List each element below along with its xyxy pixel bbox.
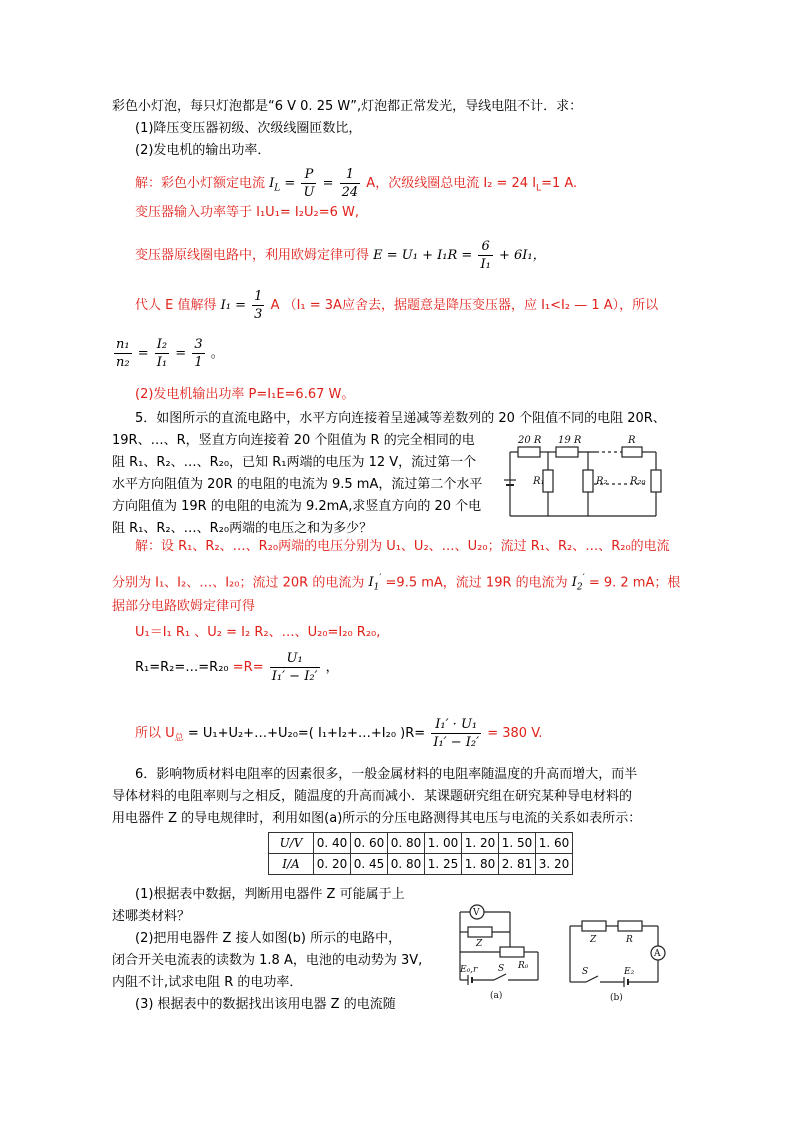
label-r: R (628, 435, 636, 446)
fraction-1-over-3: $\frac{1}{3}$ (254, 289, 263, 322)
table-cell: 1. 80 (462, 854, 499, 875)
label-z-b: Z (590, 935, 597, 945)
fraction-3-1: $\frac{3}{1}$ (194, 337, 203, 370)
table-cell: 0. 20 (314, 854, 351, 875)
table-cell: 0. 40 (314, 833, 351, 854)
table-cell: 1. 20 (462, 833, 499, 854)
question-6-2c: 内阻不计,试求电阻 R 的电功率． (112, 975, 303, 990)
question-6-2b: 闭合开关电流表的读数为 1.8 A，电池的电动势为 3V, (112, 953, 423, 968)
table-cell: 0. 80 (388, 833, 425, 854)
label-e2: E₂ (624, 967, 635, 977)
label-r0: R₀ (518, 961, 529, 971)
ammeter-label: A (654, 949, 661, 959)
table-cell: 1. 50 (499, 833, 536, 854)
label-s: S (498, 964, 505, 974)
problem-5-line-3: 阻 R₁、R₂、…、R₂₀，已知 R₁两端的电压为 12 V，流过第一个 (112, 455, 477, 470)
label-19r: 19 R (558, 435, 582, 446)
label-e0r: E₀,r (460, 965, 478, 975)
label-r20: R₂₀ (630, 476, 646, 487)
circuit-figure-a (446, 898, 548, 1002)
label-r-b: R (626, 935, 633, 945)
solution-5-line-5: R₁=R₂=…=R₂₀ =R= $\frac{\text{U₁}}{\text{I₁′ − I₂′}}$ ， (135, 651, 339, 684)
solution-5-line-4: U₁＝I₁ R₁ 、U₂ = I₂ R₂、…、U₂₀=I₂₀ R₂₀, (135, 625, 381, 640)
table-cell: 2. 81 (499, 854, 536, 875)
label-s-b: S (582, 967, 589, 977)
solution-line-2: 变压器输入功率等于 I₁U₁= I₂U₂=6 W, (135, 205, 359, 220)
table-cell: 1. 00 (425, 833, 462, 854)
caption-a: (a) (490, 991, 503, 1001)
label-z: Z (476, 939, 483, 949)
table-header-i: I/A (269, 854, 314, 875)
voltmeter-label: V (473, 908, 480, 918)
intro-line: 彩色小灯泡，每只灯泡都是“6 V 0. 25 W”,灯泡都正常发光，导线电阻不计．求： (112, 99, 583, 114)
solution-text: A，次级线圈总电流 I₂ = 24 I (366, 176, 537, 191)
problem-6-line-3: 用电器件 Z 的导电规律时，利用如图(a)所示的分压电路测得其电压与电流的关系如表所示： (112, 811, 642, 826)
question-1: (1)降压变压器初级、次级线圈匝数比， (135, 121, 362, 136)
ladder-circuit-diagram (496, 434, 672, 524)
fraction-1-over-24: $\frac{1}{24}$ (341, 167, 359, 200)
table-cell: 1. 60 (536, 833, 573, 854)
ratio-equation: $\frac{\text{n₁}}{\text{n₂}}$ = $\frac{\text{I₂}}{\text{I₁}}$ = $\frac{3}{1}$ 。 (116, 337, 224, 370)
solution-line-3: 变压器原线圈电路中，利用欧姆定律可得 E = U₁ + I₁R = $\frac{6}{\text{I₁}}$ + 6I₁， (135, 239, 546, 272)
problem-5-line-6: 阻 R₁、R₂、…、R₂₀两端的电压之和为多少？ (112, 521, 373, 536)
problem-5-line-1: 5．如图所示的直流电路中，水平方向连接着呈递减等差数列的 20 个阻值不同的电阻 20R、 (135, 411, 666, 426)
label-20r: 20 R (518, 435, 542, 446)
fraction-6-over-i1: $\frac{6}{\text{I₁}}$ (480, 239, 491, 272)
circuit-figure-b (562, 916, 670, 1002)
problem-5-line-4: 水平方向阻值为 20R 的电阻的电流为 9.5 mA，流过第二个水平 (112, 477, 483, 492)
table-cell: 0. 80 (388, 854, 425, 875)
table-cell: 3. 20 (536, 854, 573, 875)
solution-line-5: (2)发电机输出功率 P=I₁E=6.67 W。 (135, 387, 355, 402)
solution-line-1: 解：彩色小灯额定电流 $I_L$ = $\frac{P}{U}$ = $\frac{1}{24}$ A，次级线圈总电流 I₂ = 24 $I_L=1$ A. (135, 167, 578, 200)
table-cell: 0. 60 (351, 833, 388, 854)
solution-5-line-6: 所以 $U_总$ = U₁+U₂+…+U₂₀=( I₁+I₂+…+I₂₀ )R= $\frac{\text{I₁′ · U₁}}{\text{I₁′ − I₂′}}$ = 380 V. (135, 717, 543, 750)
question-2: (2)发电机的输出功率． (135, 143, 271, 158)
solution-text: 解：彩色小灯额定电流 (135, 176, 266, 191)
fraction-i2-i1: $\frac{\text{I₂}}{\text{I₁}}$ (156, 337, 168, 370)
question-6-3: (3) 根据表中的数据找出该用电器 Z 的电流随 (135, 997, 396, 1012)
table-cell: 0. 45 (351, 854, 388, 875)
question-6-1b: 述哪类材料？ (112, 909, 191, 924)
solution-5-line-3: 据部分电路欧姆定律可得 (112, 599, 256, 614)
table-row (269, 833, 573, 854)
problem-5-line-2: 19R、…、R，竖直方向连接着 20 个阻值为 R 的完全相同的电 (112, 433, 475, 448)
math-symbol: $I_L$ = (269, 176, 296, 194)
table-header-u: U/V (269, 833, 314, 854)
fraction-p-over-u: $\frac{P}{U}$ (303, 167, 315, 200)
question-6-1a: (1)根据表中数据，判断用电器件 Z 可能属于上 (135, 887, 405, 902)
problem-6-line-1: 6．影响物质材料电阻率的因素很多，一般金属材料的电阻率随温度的升高而增大，而半 (135, 767, 638, 782)
solution-line-4: 代人 E 值解得 I₁ = $\frac{1}{3}$ A （I₁ = 3A应舍去，据题意是降压变压器，应 I₁<I₂ — 1 A），所以 (135, 289, 659, 322)
label-r1: R₁ (533, 476, 545, 487)
fraction-u1-over-diff: $\frac{\text{U₁}}{\text{I₁′ − I₂′}}$ (271, 651, 318, 684)
problem-5-line-5: 方向阻值为 19R 的电阻的电流为 9.2mA,求竖直方向的 20 个电 (112, 499, 482, 514)
fraction-total-voltage: $\frac{\text{I₁′ · U₁}}{\text{I₁′ − I₂′}}$ (433, 717, 480, 750)
label-r2: R₂ (596, 476, 608, 487)
fraction-n1-n2: $\frac{\text{n₁}}{\text{n₂}}$ (116, 337, 130, 370)
voltage-current-table (268, 832, 573, 875)
solution-5-line-2: 分别为 I₁、I₂、…、I₂₀；流过 20R 的电流为 $I_1' =9.5$ mA，流过 19R 的电流为 $I_2' = 9$. 2 mA；根 (112, 574, 681, 593)
solution-5-line-1: 解：设 R₁、R₂、…、R₂₀两端的电压分别为 U₁、U₂、…、U₂₀；流过 R₁、R₂、…、R₂₀的电流 (135, 539, 670, 554)
table-cell: 1. 25 (425, 854, 462, 875)
question-6-2a: (2)把用电器件 Z 接人如图(b) 所示的电路中， (135, 931, 402, 946)
table-row (269, 854, 573, 875)
problem-6-line-2: 导体材料的电阻率则与之相反，随温度的升高而减小．某课题研究组在研究某种导电材料的 (112, 789, 633, 804)
caption-b: (b) (610, 993, 623, 1002)
